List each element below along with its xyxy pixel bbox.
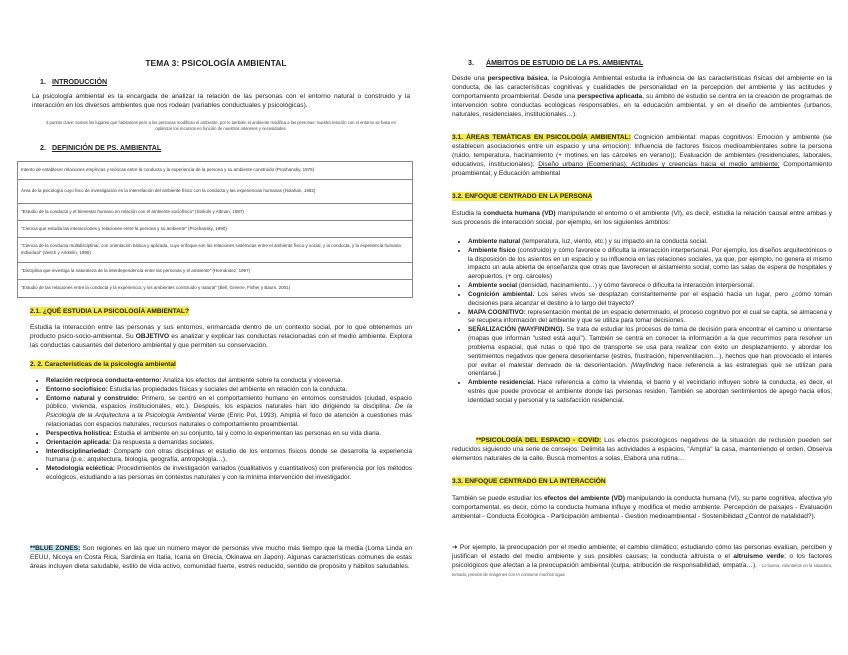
- section-definition-heading: 2. DEFINICIÓN DE PS. AMBIENTAL: [40, 144, 162, 152]
- list-item: • Orientación aplicada: Da respuesta a demandas sociales.: [46, 439, 412, 448]
- section-21-heading: 2.1. ¿QUÉ ESTUDIA LA PSICOLOGÍA AMBIENTAL?: [30, 308, 189, 315]
- intro-note: 3 puntos clave: somos los lugares que habitamos pero a los personas modifican el ambiente, por lo también el ambiente modifica a las personas: nuestra relación con el entorno se basa en optimizar los recursos en función de nuestros intereses y necesidades.: [46, 120, 396, 132]
- section-31-paragraph: 3.1. ÁREAS TEMÁTICAS EN PSICOLOGÍA AMBIENTAL: Cognición ambiental: mapas cognitivos: Emoción y ambiente (se establecen asociaciones entre un espacio y una emoción): Influencia de factores físicos medioambientales sobre la persona (ruido, temperatura, hacinamiento (+ motines en las cárceles en verano)); Evaluación de ambientes (residenciales, laborales, educativos, institucionales); Diseño urbano (Ecomerinas); Actitudes y creencias hacia el medio ambiente; Comportamiento proambiental; y Educación ambiental: [452, 134, 833, 178]
- section-33-heading: 3.3. ENFOQUE CENTRADO EN LA INTERACCIÓN: [452, 478, 606, 485]
- list-item: • Ambiente físico (construido) y cómo favorece o dificulta la interacción interpersonal. Por ejemplo, los diseños arquitectónicos o la disposición de los asientos en un espacio y su influencia en las relaciones sociales, ya que, por ejemplo, no genera el mismo impacto un aula abierta de enseñanza que otras que favorecen el aislamiento social, como las salas de espera de hospitales y aeropuertos. (+ org. cárceles): [468, 247, 832, 282]
- document-title: TEMA 3: PSICOLOGÍA AMBIENTAL: [145, 58, 287, 68]
- list-item: • Ambiente social (densidad, hacinamiento…) y cómo favorece o dificulta la interacción interpersonal.: [468, 282, 832, 291]
- section-32-heading: 3.2. ENFOQUE CENTRADO EN LA PERSONA: [452, 193, 593, 200]
- section-intro-heading: 1. INTRODUCCIÓN: [40, 78, 108, 86]
- list-item: • Entorno sociofísico: Estudia las propiedades físicas y sociales del ambiente en relación con la conducta.: [46, 386, 412, 395]
- definition-cell: "Disciplina que investiga la naturaleza de la interdependencia entre las personas y el ambiente" (Hernández, 1997): [18, 263, 413, 280]
- definition-cell: Intento de establecer relaciones empíricas y teóricas entre la conducta y la experiencia de la persona y su ambiente construido (Proshansky, 1976): [18, 162, 413, 180]
- list-item: • Entorno natural y construido: Primero, se centró en el comportamiento humano en entornos construidos (ciudad, espacio público, vivienda, espacios institucionales, etc.). Después, los espacios naturales han ido dirigiendo la disciplina. De la Psicología de la Arquitectura a la Psicología Ambiental Verde (Enric Pol, 1993). Amplía el foco de atención a cuestiones más relacionadas con espacios naturales, recursos naturales o comportamiento proambiental.: [46, 395, 412, 430]
- definitions-table: [17, 161, 413, 298]
- list-item: • Interdisciplinariedad: Comparte con otras disciplinas el estudio de los entornos físicos donde se desarrolla la experiencia humana (p.e.: arquitectura, biología, geografía, antropología…).: [46, 448, 412, 466]
- section-33-paragraph: También se puede estudiar los efectos del ambiente (VD) manipulando la conducta humana (VI), su parte cognitiva, afectiva y/o comportamental, es decir, cómo la conducta humana influye y modifica el medio ambiente. Percepción de paisajes - Evaluación ambiental - Conducta Ecológica - Participación ambiental - Gestión medioambiental - Sostenibilidad ¿Control de natalidad?).: [452, 495, 833, 521]
- definition-cell: "Ciencia de la conducta multidisciplinar, con orientación básica y aplicada, cuyo enfoque son las relaciones sistémicas entre el ambiente físico y social, y la conducta, y la experiencia humana individual" (Veitch y Arkkelin, 1995): [18, 238, 413, 263]
- blue-zones-paragraph: **BLUE ZONES: Son regiones en las que un número mayor de personas vive mucho más tiempo que la media (Loma Linda en EEUU, Nicoya en Costa Rica, Sardinia en Italia, Icaria en Grecia, Okinawa en Japón). Algunas características comunes de estas áreas incluyen dieta saludable, estilo de vida activo, comunidad fuerte, estrés reducido, sentido de propósito y hábitos saludables.: [30, 545, 412, 571]
- list-item: • Metodología ecléctica: Procedimientos de investigación variados (cualitativos y cuantitativos) con preferencia por los métodos ecológicos, estudiando a las personas en contextos naturales y con la mínima intervención del investigador.: [46, 465, 412, 483]
- list-item: • Perspectiva holística: Estudia el ambiente en su conjunto, tal y como lo experimentan las personas en su vida diaria.: [46, 430, 412, 439]
- section-22-heading: 2. 2. Características de la psicología ambiental: [30, 361, 176, 368]
- covid-paragraph: **PSICOLOGÍA DEL ESPACIO - COVID: Los efectos psicológicos negativos de la situación de reclusión pueden ser reducidos siguiendo una serie de consejos: Delimita las actividades a espacios, "Amplía" la casa, manteniendo el orden, Observa elementos naturales de la calle, Busca momentos a solas, Elabora una rutina…: [452, 437, 832, 463]
- list-item: • Relación recíproca conducta-entorno: Analiza los efectos del ambiente sobre la conducta y viceversa.: [46, 377, 412, 386]
- section-32-paragraph: Estudia la conducta humana (VD) manipulando el entorno o el ambiente (VI), es decir, estudia la relación causal entre ambas y sus procesos de interacción social, por ejemplo, en los siguientes ámbitos:: [452, 210, 832, 227]
- list-item: • Cognición ambiental. Los seres vivos se desplazan constantemente por el espacio hacia un lugar, pero ¿cómo toman decisiones para alcanzar el destino a lo largo del trayecto?: [468, 291, 832, 309]
- list-item: • MAPA COGNITIVO: representación mental de un espacio determinado, el proceso cognitivo por el cual se capta, se almacena y se recupera información del ambiente y que se utiliza para tomar decisiones.: [468, 309, 832, 327]
- definition-cell: "Ciencia que estudia las interacciones y relaciones entre la persona y su ambiente" (Proshansky, 1990): [18, 221, 413, 238]
- definition-cell: Área de la psicología cuyo foco de investigación es la interrelación del ambiente físico con la conducta y las experiencias humanas (Holahan, 1982): [18, 180, 413, 204]
- characteristics-list: [32, 377, 412, 483]
- list-item: • Ambiente residencial. Hace referencia a cómo la vivienda, el barrio y el vecindario influyen sobre la conducta, es decir, el estrés que puede provocar el ambiente donde las personas residen. También se abordan sentimientos de apego hacia ellos, identidad social y personal y la satisfacción residencial.: [468, 379, 832, 405]
- section-33-example-paragraph: ➜ Por ejemplo, la preocupación por el medio ambiente; el cambio climático; estudiando cómo las personas evalúan, perciben y justifican el estado del medio ambiente y sus posibles causas; la conducta altruista o el altruismo verde; o los factores psicológicos que afectan a la preocupación ambiental (culpa, atribución de responsabilidad, empatía…). - Lo bueno, voluntarios en la situadora, tomado, presión de imágenes con IA consume muchos agua.: [452, 544, 832, 578]
- section-3-heading: 3. ÁMBITOS DE ESTUDIO DE LA PS. AMBIENTAL: [468, 59, 644, 67]
- list-item: • Ambiente natural (temperatura, luz, viento, etc.) y su impacto en la conducta social.: [468, 238, 832, 247]
- list-item: • SEÑALIZACIÓN (WAYFINDING). Se trata de estudiar los procesos de toma de decisión para encontrar el camino u orientarse (mapas que informan "usted está aquí"). También se centra en conocer la información a la que recurrimos para resolver un problema espacial, qué rutas o qué tipo de transporte se usa para realizar con éxito un desplazamiento, y abordar los sentimientos negativos que genera desorientarse (estrés, frustración, hiperventilación…), hechos que han provocado el interés por evitar el malestar derivado de la desorientación. [Wayfinding hace referencia a las estrategias que se utilizan para orientarse.]: [468, 326, 832, 379]
- person-focus-list: [454, 238, 832, 406]
- section-3-paragraph: Desde una perspectiva básica, la Psicología Ambiental estudia la influencia de las características físicas del ambiente en la conducta, de las características cognitivas y cualidades de personalidad en la percepción del ambiente y las actitudes y comportamiento proambiental. Desde una perspectiva aplicada, su ámbito de estudio se centra en la creación de programas de intervención sobre conductas ecológicas responsables, en la educación ambiental, y en el diseño de ambientes (urbanos, naturales, residenciales, institucionales…).: [452, 75, 832, 119]
- definition-cell: "Estudio de la conducta y el bienestar humano en relación con el ambiente sociofísico" (Stokols y Altman, 1987): [18, 204, 413, 221]
- intro-paragraph: La psicología ambiental es la encargada de analizar la relación de las personas con el entorno natural o construido y la interacción en los diversos ambientes que nos rodean (variables conductuales y psicológicas).: [32, 93, 410, 110]
- section-21-paragraph: Estudia la interacción entre las personas y sus entornos, enmarcada dentro de un contexto social, por lo que obtenemos un producto psico-socio-ambiental. Su OBJETIVO es analizar y explicar las conductas relacionadas con el medio ambiente. Explora las conductas causantes del deterioro ambiental y que permiten su conservación.: [30, 324, 412, 350]
- definition-cell: "Estudio de las relaciones entre la conducta y la experiencia, y los ambientes construido y natural" (Bell, Greene, Fisher y Baum, 2001): [18, 280, 413, 298]
